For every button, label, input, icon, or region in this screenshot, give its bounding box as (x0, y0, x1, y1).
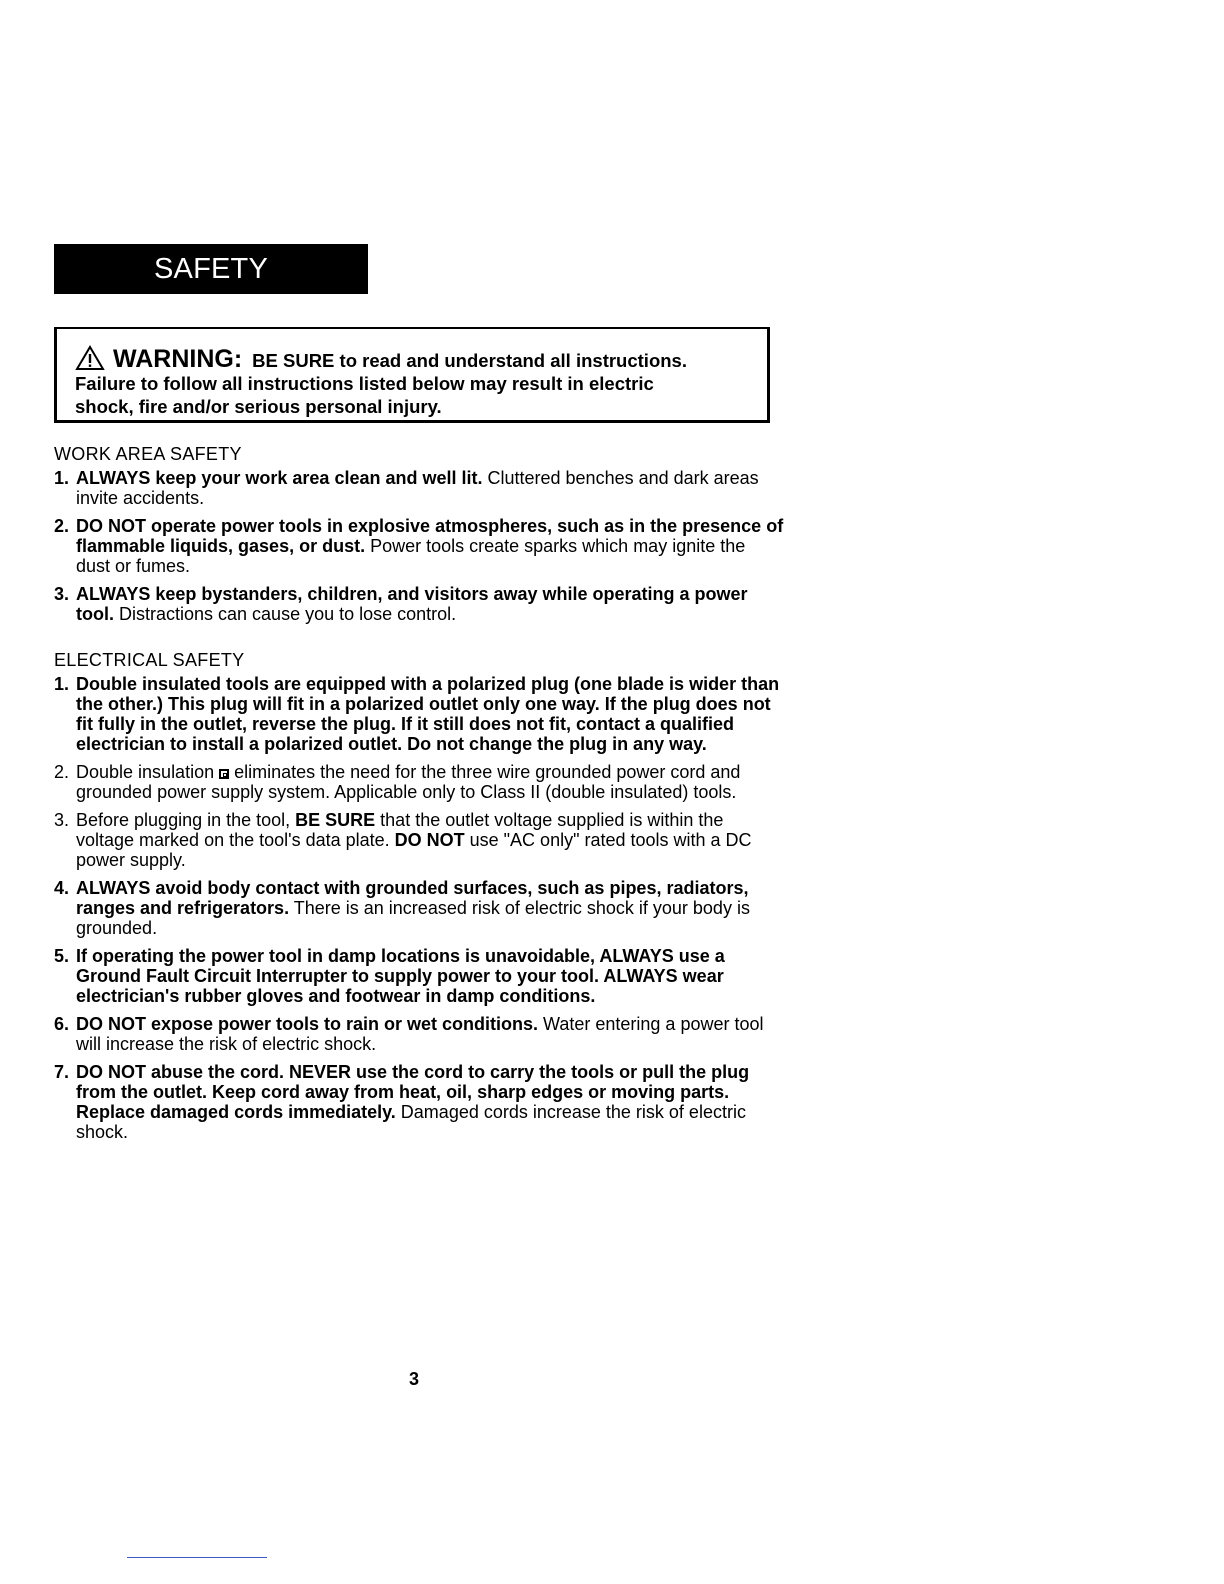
item-bold-text: DO NOT operate power tools in explosive atmospheres, such as in the presence of flammable liquids, gases, or dust. (76, 516, 784, 556)
electrical-item-4 (54, 878, 784, 938)
instructions-content (54, 444, 784, 1150)
warning-line1: BE SURE to read and understand all instructions. (252, 350, 687, 371)
bottom-rule (127, 1557, 267, 1558)
item-number: 1. (54, 468, 70, 488)
item-text: Before plugging in the tool, (76, 810, 296, 830)
item-number: 1. (54, 674, 70, 694)
warning-label: WARNING: (113, 345, 243, 373)
item-text: There is an increased risk of electric shock if your body is grounded. (76, 898, 750, 938)
item-number: 2. (54, 762, 70, 782)
item-bold-text: ALWAYS keep your work area clean and well lit. (76, 468, 483, 488)
electrical-item-6 (54, 1014, 784, 1054)
section-title-banner: SAFETY INSTRUCTIONS (54, 244, 368, 294)
item-number: 5. (54, 946, 70, 966)
item-text: Double insulation (76, 762, 220, 782)
item-text: Power tools create sparks which may ignite the dust or fumes. (76, 536, 746, 576)
item-number: 3. (54, 810, 70, 830)
double-insulation-icon (219, 769, 229, 779)
electrical-item-5 (54, 946, 784, 1006)
item-text: Cluttered benches and dark areas invite accidents. (76, 468, 759, 508)
work-area-item-3 (54, 584, 784, 624)
work-area-item-2 (54, 516, 784, 576)
item-text: Water entering a power tool will increase the risk of electric shock. (76, 1014, 764, 1054)
item-text: that the outlet voltage supplied is within the voltage marked on the tool's data plate. (76, 810, 724, 850)
electrical-item-7 (54, 1062, 784, 1142)
item-bold-text: DO NOT abuse the cord. NEVER use the cord to carry the tools or pull the plug from the outlet. Keep cord away from heat, oil, sharp edges or moving parts. Replace damaged cords immediately. (76, 1062, 750, 1122)
item-bold-text: If operating the power tool in damp locations is unavoidable, ALWAYS use a Ground Fault Circuit Interrupter to supply power to your tool. ALWAYS wear electrician's rubber gloves and footwear in damp conditions. (76, 946, 725, 1006)
item-text: Damaged cords increase the risk of electric shock. (76, 1102, 746, 1142)
item-text: use "AC only" rated tools with a DC power supply. (76, 830, 752, 870)
warning-line2: Failure to follow all instructions listed below may result in electric (75, 373, 654, 394)
electrical-item-2 (54, 762, 784, 802)
electrical-item-1 (54, 674, 784, 754)
item-bold-text: ALWAYS keep bystanders, children, and visitors away while operating a power tool. (76, 584, 748, 624)
item-bold-text: ALWAYS avoid body contact with grounded surfaces, such as pipes, radiators, ranges and refrigerators. (76, 878, 749, 918)
item-number: 6. (54, 1014, 70, 1034)
page-number: 3 (408, 1369, 419, 1389)
item-number: 3. (54, 584, 70, 604)
item-text: eliminates the need for the three wire grounded power cord and grounded power supply system. Applicable only to Class II (double insulated) tools. (76, 762, 741, 802)
electrical-item-3 (54, 810, 784, 870)
item-bold-text: BE SURE (295, 810, 376, 830)
warning-line3: shock, fire and/or serious personal injury. (75, 396, 442, 417)
item-bold-text: Double insulated tools are equipped with a polarized plug (one blade is wider than the other.) This plug will fit in a polarized outlet only one way. If the plug does not fit fully in the outlet, reverse the plug. If it still does not fit, contact a qualified electrician to install a polarized outlet. Do not change the plug in any way. (76, 674, 780, 754)
warning-triangle-icon (75, 345, 105, 371)
item-bold-text: DO NOT expose power tools to rain or wet conditions. (76, 1014, 539, 1034)
item-bold-text: DO NOT (394, 830, 465, 850)
item-number: 4. (54, 878, 70, 898)
work-area-item-1 (54, 468, 784, 508)
item-number: 2. (54, 516, 70, 536)
item-number: 7. (54, 1062, 70, 1082)
item-text: Distractions can cause you to lose control. (114, 604, 457, 624)
work-area-heading: WORK AREA SAFETY (54, 444, 242, 464)
warning-box (54, 327, 770, 423)
electrical-heading: ELECTRICAL SAFETY (54, 650, 245, 670)
